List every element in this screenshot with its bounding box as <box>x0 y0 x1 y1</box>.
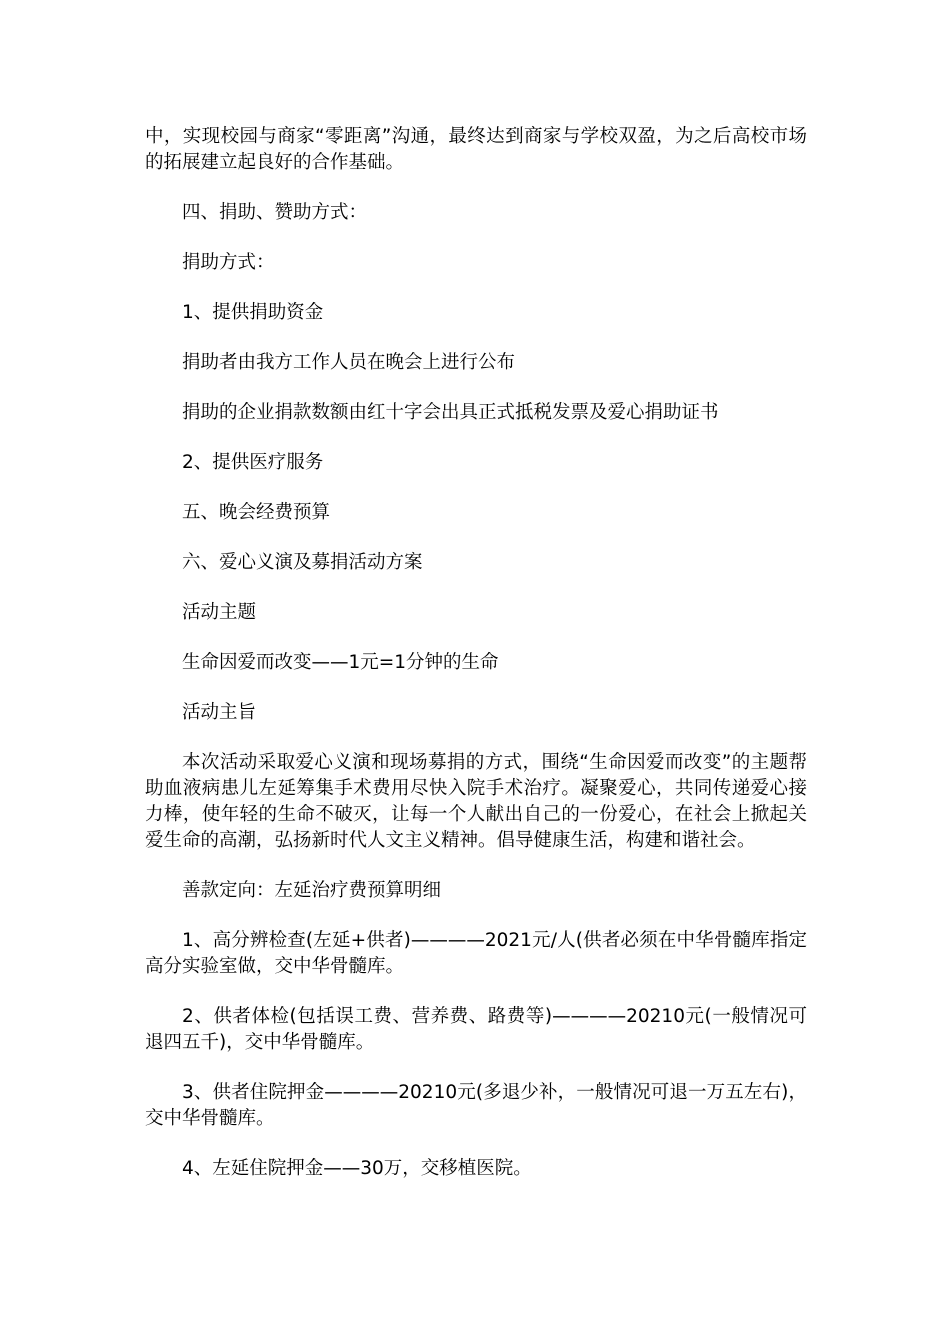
list-item: 4、左延住院押金——30万，交移植医院。 <box>182 1158 532 1179</box>
list-item: 2、供者体检(包括误工费、营养费、路费等)————20210元(一般情况可退四五千)，交中华骨髓库。 <box>145 1006 807 1053</box>
paragraph: 捐助方式： <box>182 252 275 273</box>
section-heading-charity-plan: 六、爱心义演及募捐活动方案 <box>182 552 423 573</box>
paragraph: 生命因爱而改变——1元=1分钟的生命 <box>182 652 499 673</box>
paragraph: 捐助的企业捐款数额由红十字会出具正式抵税发票及爱心捐助证书 <box>182 402 719 423</box>
list-item: 2、提供医疗服务 <box>182 452 324 473</box>
subheading-theme: 活动主题 <box>182 602 257 623</box>
subheading-purpose: 活动主旨 <box>182 702 257 723</box>
subheading-funds: 善款定向：左延治疗费预算明细 <box>182 880 442 901</box>
paragraph: 捐助者由我方工作人员在晚会上进行公布 <box>182 352 516 373</box>
paragraph: 本次活动采取爱心义演和现场募捐的方式，围绕“生命因爱而改变”的主题帮助血液病患儿左延筹集手术费用尽快入院手术治疗。凝聚爱心，共同传递爱心接力棒，使年轻的生命不破灭，让每一个人献出自己的一份爱心，在社会上掀起关爱生命的高潮，弘扬新时代人文主义精神。倡导健康生活，构建和谐社会。 <box>145 752 807 851</box>
section-heading-donation: 四、捐助、赞助方式： <box>182 202 368 223</box>
paragraph: 中，实现校园与商家“零距离”沟通，最终达到商家与学校双盈，为之后高校市场的拓展建立起良好的合作基础。 <box>145 126 807 173</box>
list-item: 1、高分辨检查(左延+供者)————2021元/人(供者必须在中华骨髓库指定高分实验室做，交中华骨髓库。 <box>145 930 807 977</box>
list-item: 1、提供捐助资金 <box>182 302 324 323</box>
section-heading-budget: 五、晚会经费预算 <box>182 502 331 523</box>
list-item: 3、供者住院押金————20210元(多退少补，一般情况可退一万五左右)，交中华骨髓库。 <box>145 1082 807 1129</box>
document-body <box>145 124 807 1182</box>
